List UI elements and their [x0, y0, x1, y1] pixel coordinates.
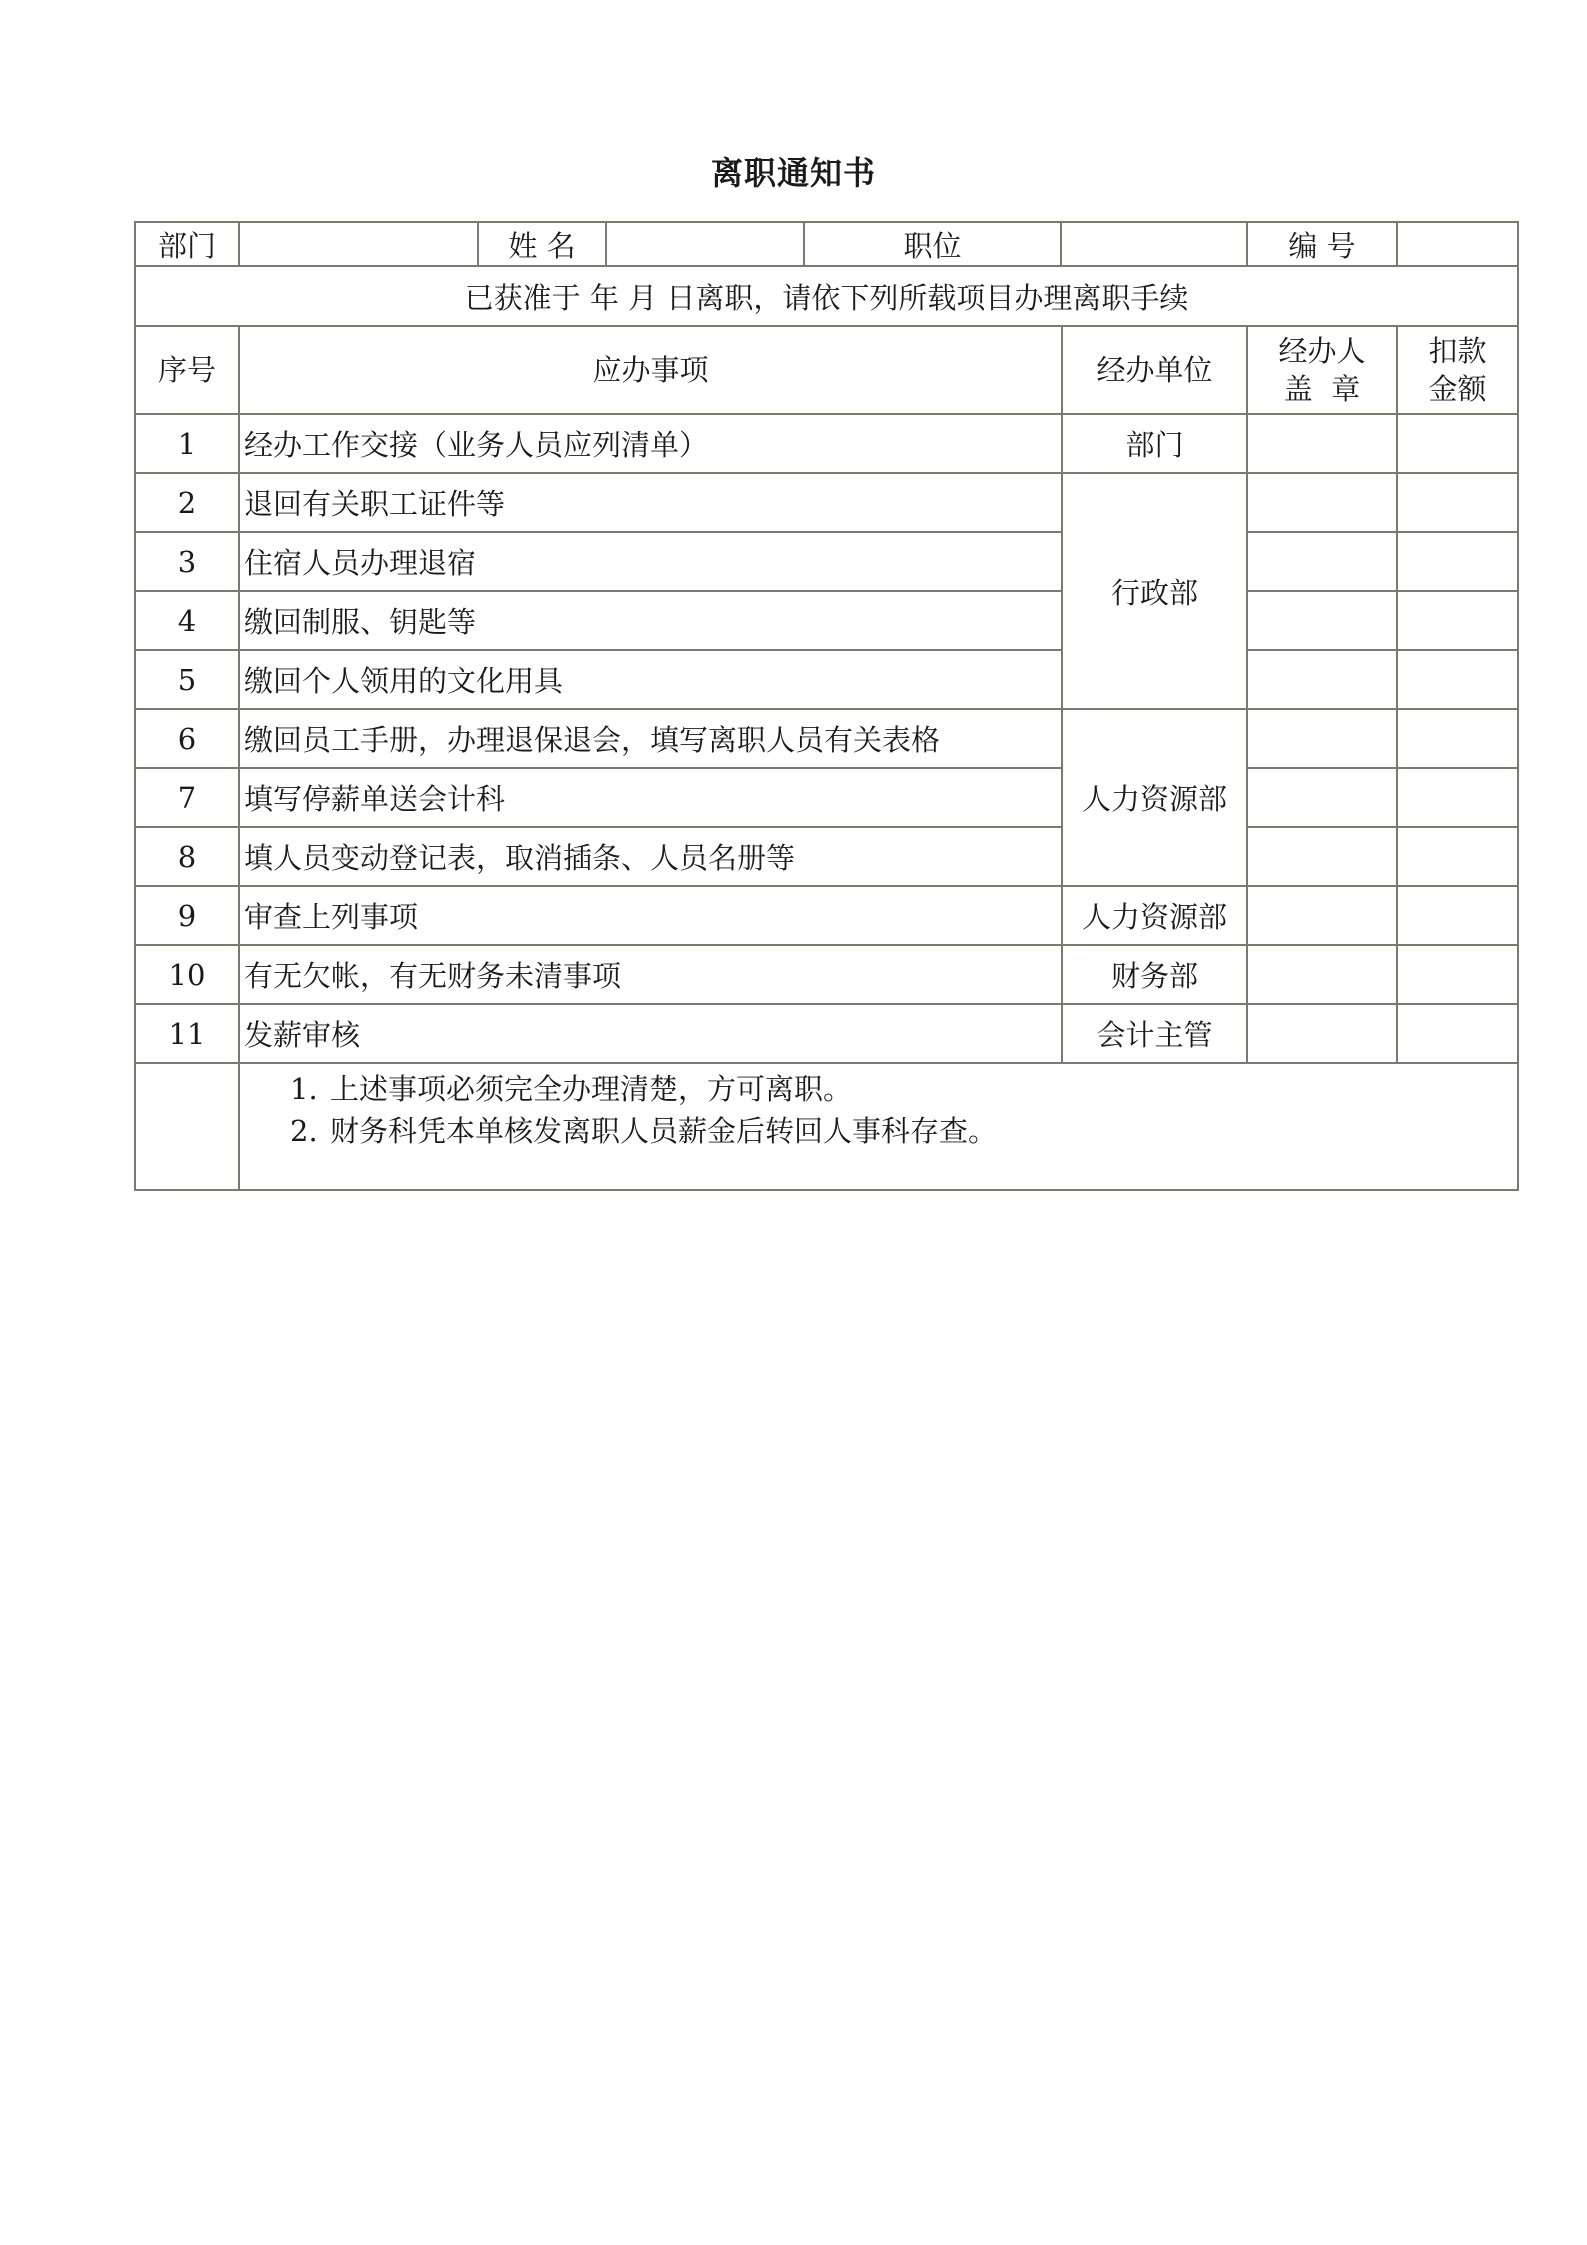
- row-unit: 行政部: [1062, 473, 1247, 709]
- table-row: [135, 709, 1518, 768]
- note-text: 财务科凭本单核发离职人员薪金后转回人事科存查。: [330, 1114, 998, 1148]
- row-unit: 人力资源部: [1062, 886, 1247, 945]
- row-unit: 财务部: [1062, 945, 1247, 1004]
- row-number: 1: [135, 414, 239, 473]
- deduction-amount-cell[interactable]: [1397, 473, 1518, 532]
- deduction-amount-cell[interactable]: [1397, 768, 1518, 827]
- deduction-amount-cell[interactable]: [1397, 1004, 1518, 1063]
- info-row: [135, 222, 1518, 266]
- handler-seal-cell[interactable]: [1247, 414, 1397, 473]
- handler-seal-cell[interactable]: [1247, 709, 1397, 768]
- table-row: [135, 473, 1518, 532]
- handler-seal-cell[interactable]: [1247, 1004, 1397, 1063]
- deduction-amount-cell[interactable]: [1397, 650, 1518, 709]
- row-task: 缴回个人领用的文化用具: [239, 650, 1062, 709]
- row-task: 经办工作交接（业务人员应列清单）: [239, 414, 1062, 473]
- department-field[interactable]: [239, 222, 478, 266]
- column-header-row: [135, 326, 1518, 414]
- row-number: 5: [135, 650, 239, 709]
- handler-seal-cell[interactable]: [1247, 473, 1397, 532]
- row-number: 4: [135, 591, 239, 650]
- row-number: 3: [135, 532, 239, 591]
- deduct-header-line2: 金额: [1428, 372, 1487, 406]
- handler-seal-cell[interactable]: [1247, 945, 1397, 1004]
- name-field[interactable]: [606, 222, 804, 266]
- handler-seal-cell[interactable]: [1247, 827, 1397, 886]
- table-row: [135, 886, 1518, 945]
- deduction-amount-cell[interactable]: [1397, 591, 1518, 650]
- handler-header-line1: 经办人: [1278, 334, 1366, 368]
- deduction-amount-cell[interactable]: [1397, 945, 1518, 1004]
- handler-header-line2: 盖 章: [1283, 372, 1361, 406]
- table-row: [135, 532, 1518, 591]
- row-number: 11: [135, 1004, 239, 1063]
- note-item: [290, 1110, 1517, 1152]
- row-unit: 部门: [1062, 414, 1247, 473]
- notes-blank-cell: [135, 1063, 239, 1190]
- position-label: 职位: [804, 222, 1061, 266]
- seq-header: 序号: [135, 326, 239, 414]
- row-task: 有无欠帐，有无财务未清事项: [239, 945, 1062, 1004]
- row-task: 填人员变动登记表，取消插条、人员名册等: [239, 827, 1062, 886]
- handler-seal-cell[interactable]: [1247, 650, 1397, 709]
- row-number: 10: [135, 945, 239, 1004]
- row-number: 7: [135, 768, 239, 827]
- row-task: 缴回制服、钥匙等: [239, 591, 1062, 650]
- row-task: 缴回员工手册，办理退保退会，填写离职人员有关表格: [239, 709, 1062, 768]
- table-row: [135, 650, 1518, 709]
- table-row: [135, 945, 1518, 1004]
- document-title: 离职通知书: [710, 154, 876, 192]
- table-row: [135, 1004, 1518, 1063]
- row-task: 填写停薪单送会计科: [239, 768, 1062, 827]
- handler-seal-cell[interactable]: [1247, 768, 1397, 827]
- unit-header: 经办单位: [1062, 326, 1247, 414]
- deduction-amount-cell[interactable]: [1397, 532, 1518, 591]
- notes-cell: [239, 1063, 1518, 1190]
- deduction-amount-cell[interactable]: [1397, 709, 1518, 768]
- row-number: 6: [135, 709, 239, 768]
- note-number: 2.: [290, 1114, 318, 1148]
- deduction-amount-cell[interactable]: [1397, 414, 1518, 473]
- table-row: [135, 768, 1518, 827]
- deduct-header-line1: 扣款: [1428, 334, 1487, 368]
- table-row: [135, 591, 1518, 650]
- task-header: 应办事项: [239, 326, 1062, 414]
- row-number: 9: [135, 886, 239, 945]
- resignation-form-table: [134, 221, 1519, 1191]
- department-label: 部门: [135, 222, 239, 266]
- row-task: 退回有关职工证件等: [239, 473, 1062, 532]
- notes-row: [135, 1063, 1518, 1190]
- table-row: [135, 414, 1518, 473]
- note-text: 上述事项必须完全办理清楚，方可离职。: [330, 1072, 853, 1106]
- handler-header: [1247, 326, 1397, 414]
- deduct-header: [1397, 326, 1518, 414]
- handler-seal-cell[interactable]: [1247, 532, 1397, 591]
- number-field[interactable]: [1397, 222, 1518, 266]
- row-number: 2: [135, 473, 239, 532]
- row-task: 住宿人员办理退宿: [239, 532, 1062, 591]
- row-task: 发薪审核: [239, 1004, 1062, 1063]
- approval-notice: 已获准于 年 月 日离职，请依下列所载项目办理离职手续: [135, 266, 1518, 326]
- row-number: 8: [135, 827, 239, 886]
- number-label: 编 号: [1247, 222, 1397, 266]
- row-unit: 人力资源部: [1062, 709, 1247, 886]
- notice-row: [135, 266, 1518, 326]
- row-unit: 会计主管: [1062, 1004, 1247, 1063]
- row-task: 审查上列事项: [239, 886, 1062, 945]
- deduction-amount-cell[interactable]: [1397, 886, 1518, 945]
- note-item: [290, 1068, 1517, 1110]
- handler-seal-cell[interactable]: [1247, 886, 1397, 945]
- name-label: 姓 名: [478, 222, 606, 266]
- handler-seal-cell[interactable]: [1247, 591, 1397, 650]
- table-row: [135, 827, 1518, 886]
- position-field[interactable]: [1061, 222, 1247, 266]
- note-number: 1.: [290, 1072, 318, 1106]
- deduction-amount-cell[interactable]: [1397, 827, 1518, 886]
